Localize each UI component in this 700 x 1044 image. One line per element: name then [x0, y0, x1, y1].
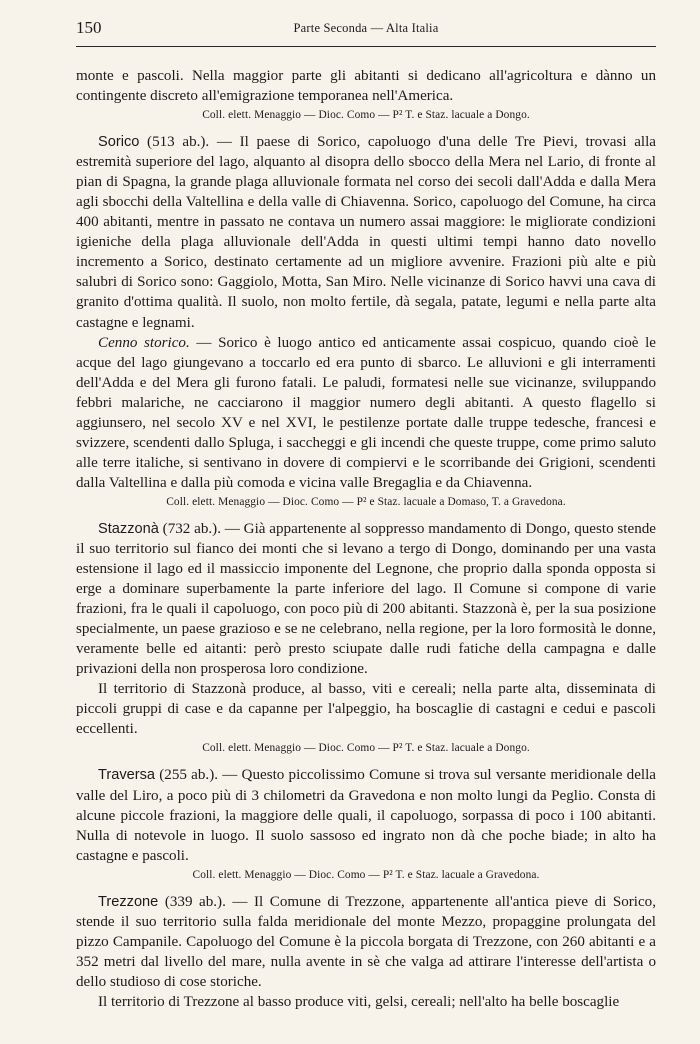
- entry-stazzona: [76, 519, 656, 679]
- paragraph: Il territorio di Trezzone al basso produce viti, gelsi, cereali; nell'alto ha belle boscaglie: [98, 993, 620, 1010]
- page-body: [76, 66, 656, 1012]
- header-rule: [76, 46, 656, 47]
- page-header: [76, 18, 656, 40]
- entry-text: (732 ab.). — Già appartenente al soppresso mandamento di Dongo, questo stende il suo territorio sul fianco dei monti che si levano a tergo di Dongo, dominando per una vasta estensione il lago ed il massiccio imponente del Legnone, che proprio dalla sponda opposta si erge a dominare superbamente la parte inferiore del lago. Il Comune si compone di varie frazioni, fra le quali il capoluogo, con poco più di 200 abitanti. Stazzonà è, per la sua posizione specialmente, un paese grazioso e se ne celebrano, nella regione, per la loro formosità le donne, veramente belle ed aitanti: però presto sciupate dalle rudi fatiche della campagna e dalle privazioni della non prosperosa loro condizione.: [76, 520, 656, 678]
- subentry-cenno-storico: [76, 333, 656, 493]
- entry-traversa: [76, 765, 656, 865]
- entry-trezzone: [76, 892, 656, 992]
- running-title: Parte Seconda — Alta Italia: [293, 21, 439, 35]
- entry-heading: Stazzonà: [98, 520, 159, 537]
- page-number: 150: [76, 18, 102, 37]
- subentry-heading: Cenno storico.: [98, 334, 190, 351]
- entry-text: (513 ab.). — Il paese di Sorico, capoluogo d'una delle Tre Pievi, trovasi alla estremità superiore del lago, alquanto al disopra dello sbocco della Mera nel Lario, di fronte al pian di Spagna, la grande plaga alluvionale formata nel corso dei secoli dall'Adda e dalla Mera agli sbocchi della Valtellina e della valle di Chiavenna. Sorico, capoluogo del Comune, ha circa 400 abitanti, mentre in passato ne contava un numero assai maggiore: le migliorate condizioni igieniche della plaga alluvionale dell'Adda in questi ultimi tempi hanno dato novello incremento a Sorico, destinato certamente ad un migliore avvenire. Frazioni più alte e più salubri di Sorico sono: Gaggiolo, Motta, San Miro. Nelle vicinanze di Sorico havvi una cava di granito d'ottima qualità. Il suolo, non molto fertile, dà segala, patate, legumi e nella parte alta castagne e legnami.: [76, 134, 656, 331]
- entry-text: (255 ab.). — Questo piccolissimo Comune si trova sul versante meridionale della valle del Liro, a poco più di 3 chilometri da Gravedona e non molto lungi da Peglio. Consta di alcune piccole frazioni, la maggiore delle quali, il capoluogo, sorpassa di poco i 100 abitanti. Nulla di notevole in luogo. Il suolo sassoso ed ingrato non dà che poche biade; in alto ha castagne e pascoli.: [76, 767, 656, 864]
- entry-heading: Sorico: [98, 134, 140, 151]
- entry-sorico: [76, 132, 656, 332]
- subentry-text: — Sorico è luogo antico ed anticamente assai cospicuo, quando cioè le acque del lago giungevano a toccarlo ed era punto di sbarco. Le alluvioni e gli interramenti dell'Adda e del Mera gli furono fatali. Le paludi, formatesi nelle sue vicinanze, sviluppando febbri malariche, ne cacciarono il maggior numero degli abitanti. A questo flagello si aggiunsero, nel secolo XV e nel XVI, le pestilenze portate dalle truppe tedesche, francesi e svizzere, scendenti dallo Spluga, i saccheggi e gli incendi che queste truppe, come primo saluto alle terre italiche, si sentivano in dovere di compiervi e le scorribande dei Grigioni, scendenti dalla Valtellina e dalla più comoda e vicina valle Bregaglia e da Chiavenna.: [76, 334, 656, 491]
- entry-heading: Traversa: [98, 767, 156, 784]
- electoral-note: Coll. elett. Menaggio — Dioc. Como — P² T. e Staz. lacuale a Dongo.: [202, 742, 530, 755]
- electoral-note: Coll. elett. Menaggio — Dioc. Como — P² e Staz. lacuale a Domaso, T. a Gravedona.: [166, 495, 566, 508]
- electoral-note: Coll. elett. Menaggio — Dioc. Como — P² T. e Staz. lacuale a Dongo.: [202, 109, 530, 122]
- paragraph: monte e pascoli. Nella maggior parte gli abitanti si dedicano all'agricoltura e dànno un contingente discreto all'emigrazione temporanea nell'America.: [76, 68, 656, 105]
- electoral-note: Coll. elett. Menaggio — Dioc. Como — P² T. e Staz. lacuale a Gravedona.: [192, 868, 540, 881]
- paragraph: Il territorio di Stazzonà produce, al basso, viti e cereali; nella parte alta, disseminata di piccoli gruppi di case e da capanne per l'alpeggio, ha boscaglie di castagni e cedui e pascoli eccellenti.: [76, 681, 656, 738]
- entry-text: (339 ab.). — Il Comune di Trezzone, appartenente all'antica pieve di Sorico, stende il suo territorio sulla falda meridionale del monte Mezzo, propaggine prolungata del pizzo Campanile. Capoluogo del Comune è la piccola borgata di Trezzone, con 260 abitanti e a 352 metri dal livello del mare, nulla avente in sè che valga ad attirare l'interesse dell'artista o dello studioso di cose storiche.: [76, 893, 656, 990]
- entry-heading: Trezzone: [98, 893, 159, 910]
